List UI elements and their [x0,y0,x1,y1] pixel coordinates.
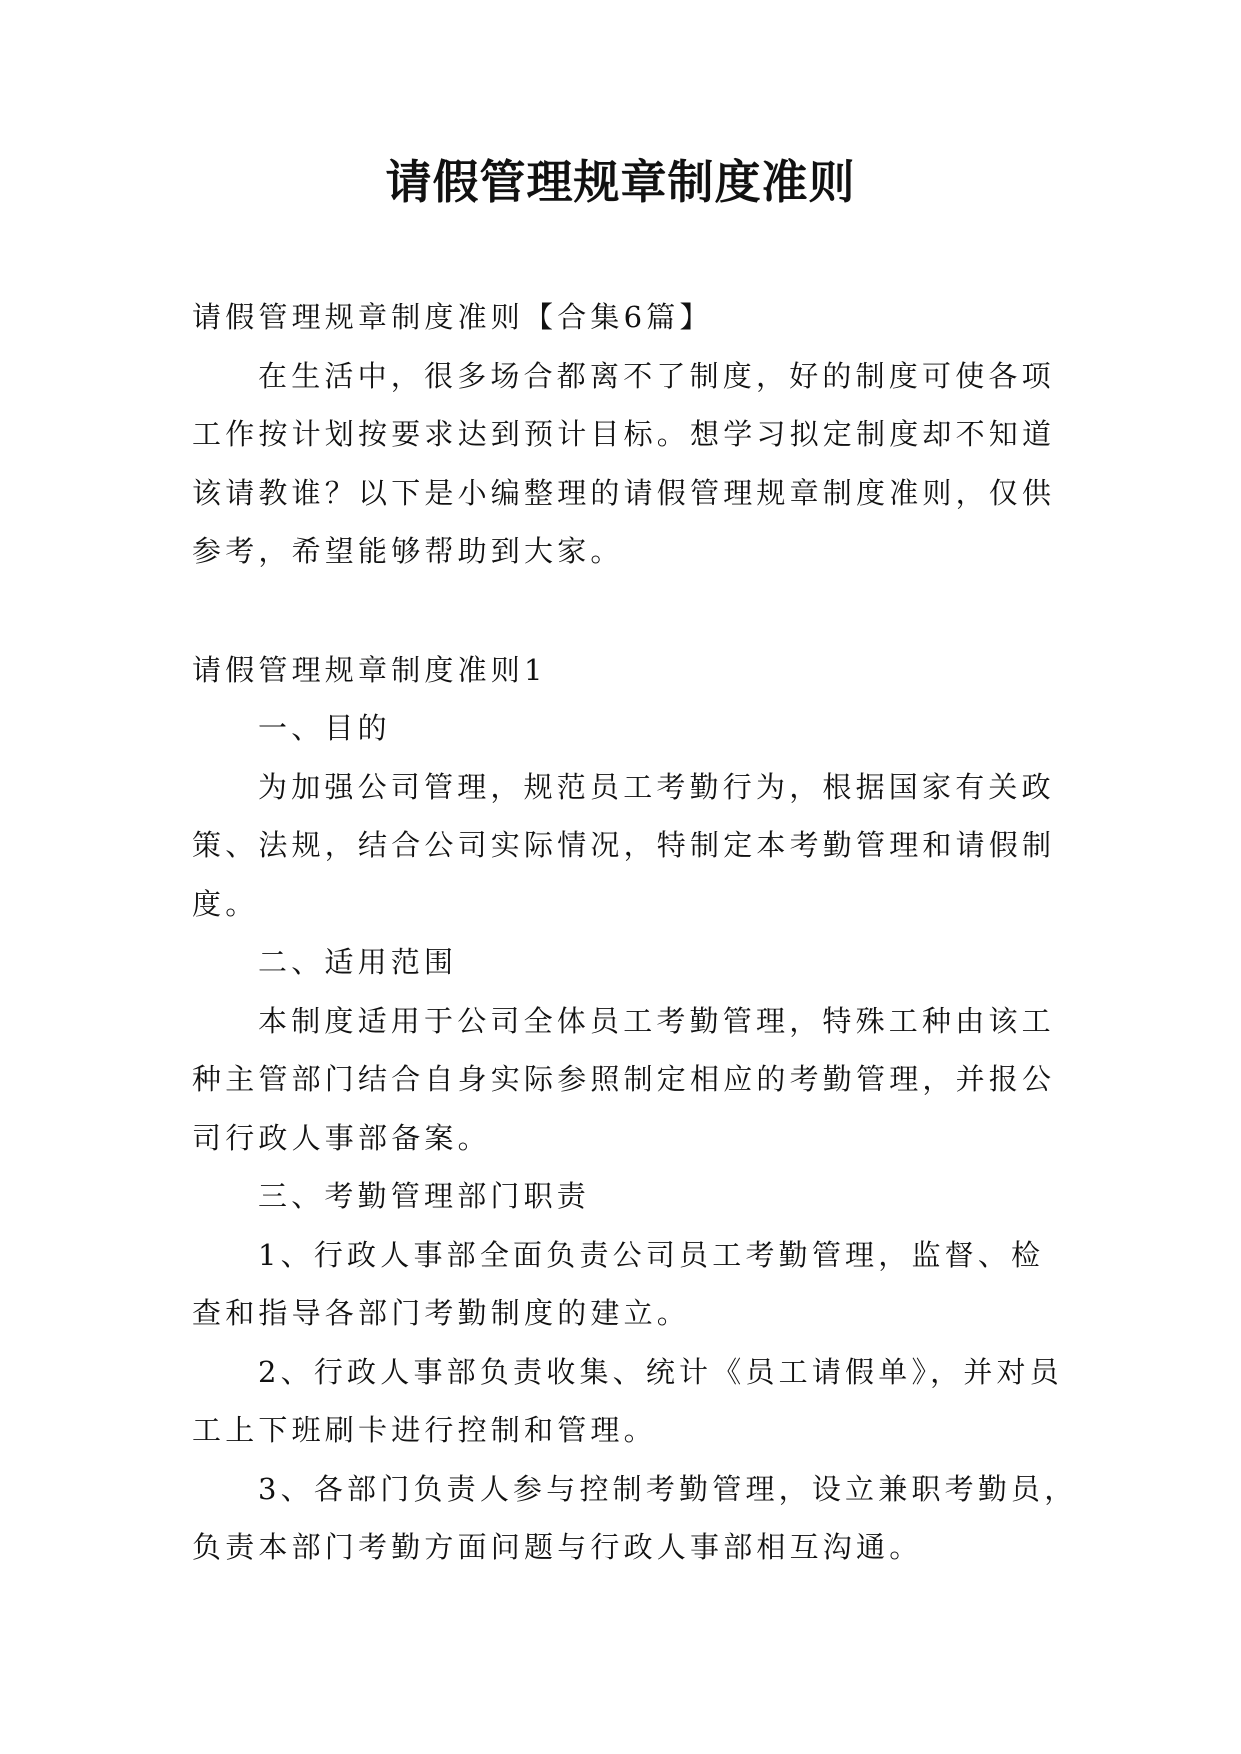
duty-line: 2、行政人事部负责收集、统计《员工请假单》，并对员 [258,1354,1063,1389]
scope-line: 种主管部门结合自身实际参照制定相应的考勤管理，并报公 [192,1062,1056,1096]
intro-line: 该请教谁？以下是小编整理的请假管理规章制度准则，仅供 [192,475,1056,510]
duty-line: 3、各部门负责人参与控制考勤管理，设立兼职考勤员， [258,1471,1078,1506]
duty-line: 1、行政人事部全面负责公司员工考勤管理，监督、检 [258,1237,1045,1272]
duty-line: 工上下班刷卡进行控制和管理。 [192,1413,657,1447]
section-heading: 请假管理规章制度准则1 [192,652,547,687]
duty-item-1 [192,1226,1062,1343]
duty-line: 负责本部门考勤方面问题与行政人事部相互沟通。 [192,1530,923,1564]
duty-item-2 [192,1343,1062,1460]
duty-line: 查和指导各部门考勤制度的建立。 [192,1296,691,1330]
intro-line: 工作按计划按要求达到预计目标。想学习拟定制度却不知道 [192,417,1056,451]
collection-subtitle: 请假管理规章制度准则【合集6篇】 [192,300,713,334]
purpose-line: 策、法规，结合公司实际情况，特制定本考勤管理和请假制 [192,828,1056,862]
purpose-line: 为加强公司管理，规范员工考勤行为，根据国家有关政 [258,769,1055,804]
scope-line: 本制度适用于公司全体员工考勤管理，特殊工种由该工 [258,1003,1055,1038]
document-title: 请假管理规章制度准则 [385,155,856,209]
scope-line: 司行政人事部备案。 [192,1120,491,1155]
scope-paragraph [192,992,1062,1168]
purpose-paragraph [192,758,1062,934]
intro-line: 在生活中，很多场合都离不了制度，好的制度可使各项 [258,358,1055,393]
purpose-heading: 一、目的 [258,711,391,745]
duties-heading: 三、考勤管理部门职责 [258,1179,591,1213]
intro-paragraph [192,347,1062,581]
intro-line: 参考，希望能够帮助到大家。 [192,534,624,568]
document-body [192,288,1078,1577]
purpose-line: 度。 [192,886,259,921]
duty-item-3 [192,1460,1078,1577]
scope-heading: 二、适用范围 [258,945,458,979]
section-spacer [192,581,1062,641]
